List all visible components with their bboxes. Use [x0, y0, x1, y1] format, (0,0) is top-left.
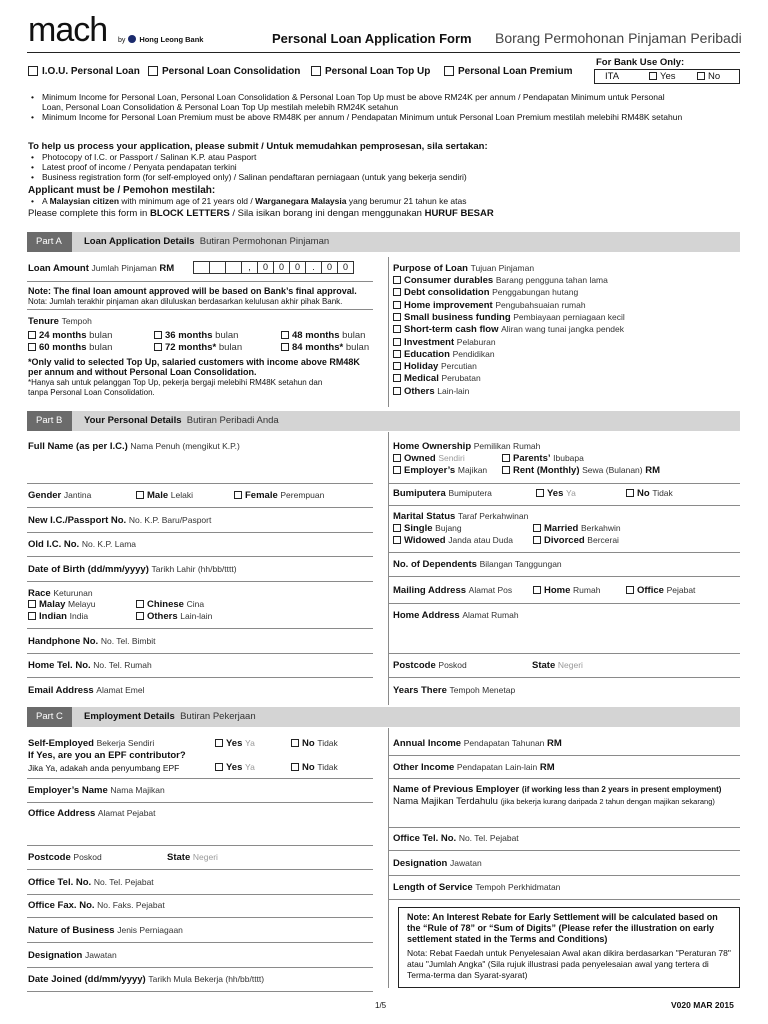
purpose-label-my: Pembiayaan perniagaan kecil — [513, 311, 625, 322]
mailing-label: Mailing Address Alamat Pos — [393, 585, 513, 596]
applicant-heading: Applicant must be / Pemohon mestilah: — [28, 185, 216, 196]
tenure-72[interactable]: 72 months* bulan — [154, 342, 242, 353]
nature-business-field[interactable]: Nature of Business Jenis Perniagaan — [28, 925, 183, 936]
marital-single[interactable]: Single Bujang — [393, 523, 462, 534]
checkbox-icon — [148, 66, 158, 76]
prev-office-tel-field[interactable]: Office Tel. No. No. Tel. Pejabat — [393, 833, 519, 844]
purpose-option[interactable] — [393, 275, 608, 286]
purpose-label-en: Investment — [404, 336, 455, 348]
email-field[interactable]: Email Address Alamat Emel — [28, 685, 145, 696]
bank-use-no[interactable]: No — [697, 70, 720, 83]
purpose-option[interactable] — [393, 324, 624, 335]
race-indian[interactable]: Indian India — [28, 611, 88, 622]
note-income-1: • Minimum Income for Personal Loan, Personal Loan Consolidation & Personal Loan Top Up must be above RM24K per annum / Pendapatan Minimum untuk Personal — [42, 92, 665, 102]
checkbox-icon — [393, 350, 401, 358]
marital-divorced[interactable]: Divorced Bercerai — [533, 535, 619, 546]
self-employed-label: Self-Employed Bekerja Sendiri — [28, 738, 155, 749]
bank-logo: by Hong Leong Bank — [118, 35, 204, 44]
race-others[interactable]: Others Lain-lain — [136, 611, 212, 622]
part-c-header: Part C Employment Details Butiran Pekerjaan — [27, 707, 740, 727]
purpose-label-my: Barang pengguna tahan lama — [495, 275, 608, 285]
bumiputera-label: Bumiputera Bumiputera — [393, 488, 492, 499]
office-postcode-field[interactable]: Postcode Poskod — [28, 852, 102, 863]
epf-no[interactable]: No Tidak — [291, 762, 338, 773]
purpose-label-my: Pendidikan — [452, 348, 495, 359]
office-tel-field[interactable]: Office Tel. No. No. Tel. Pejabat — [28, 877, 154, 888]
ownership-parents[interactable]: Parents’ Ibubapa — [502, 453, 584, 464]
checkbox-icon — [393, 325, 401, 333]
block-letters-note: Please complete this form in BLOCK LETTERS / Sila isikan borang ini dengan menggunakan HURUF BESAR — [28, 208, 494, 219]
purpose-label-en: Home improvement — [404, 299, 493, 311]
rebate-note-en: Note: An Interest Rebate for Early Settlement will be calculated based on the “Rule of 78” or “Sum of Digits” (Please refer the illustration on early settlement stated in the Terms and Conditions) — [407, 912, 718, 944]
tenure-label: Tenure Tempoh — [28, 316, 92, 327]
old-ic-field[interactable]: Old I.C. No. No. K.P. Lama — [28, 539, 137, 550]
self-employed-no[interactable]: No Tidak — [291, 738, 338, 749]
part-a-header: Part A Loan Application Details Butiran Permohonan Pinjaman — [27, 232, 740, 252]
part-b-header: Part B Your Personal Details Butiran Peribadi Anda — [27, 411, 740, 431]
loan-note: Note: The final loan amount approved will be based on Bank’s final approval. — [28, 286, 357, 296]
dob-field[interactable]: Date of Birth (dd/mm/yyyy) Tarikh Lahir (hh/bb/tttt) — [28, 564, 237, 575]
tenure-note-my: tanpa Personal Loan Consolidation. — [28, 388, 155, 397]
designation-field[interactable]: Designation Jawatan — [28, 950, 117, 961]
tenure-note: *Only valid to selected Top Up, salaried customers with income above RM48K — [28, 357, 360, 367]
rebate-note-box — [398, 907, 740, 988]
bank-use-label: For Bank Use Only: — [596, 57, 685, 68]
bumiputera-no[interactable]: No Tidak — [626, 488, 673, 499]
amount-digit-cell[interactable]: 0 — [337, 261, 354, 274]
mailing-office[interactable]: Office Pejabat — [626, 585, 695, 596]
checkbox-icon — [393, 288, 401, 296]
gender-female[interactable]: Female Perempuan — [234, 490, 324, 501]
amount-digit-cell[interactable]: . — [305, 261, 322, 274]
applicant-requirement: • A Malaysian citizen with minimum age of 21 years old / Warganegara Malaysia yang berumur 21 tahun ke atas — [42, 196, 467, 206]
checkbox-icon — [28, 66, 38, 76]
home-address-field[interactable]: Home Address Alamat Rumah — [393, 610, 519, 621]
brand-logo: mach — [28, 11, 108, 49]
purpose-label-my: Lain-lain — [437, 385, 470, 396]
amount-digit-cell[interactable]: 0 — [321, 261, 338, 274]
self-employed-yes[interactable]: Yes Ya — [215, 738, 255, 749]
help-item: • Photocopy of I.C. or Passport / Salinan K.P. atau Pasport — [42, 152, 256, 162]
loan-amount-input[interactable] — [194, 261, 354, 274]
race-label: Race Keturunan — [28, 588, 93, 599]
amount-digit-cell[interactable]: 0 — [257, 261, 274, 274]
amount-digit-cell[interactable]: , — [241, 261, 258, 274]
race-chinese[interactable]: Chinese Cina — [136, 599, 204, 610]
product-topup[interactable]: Personal Loan Top Up — [311, 66, 430, 77]
epf-question-my: Jika Ya, adakah anda penyumbang EPF — [28, 763, 180, 773]
marital-label: Marital Status Taraf Perkahwinan — [393, 511, 529, 522]
handphone-field[interactable]: Handphone No. No. Tel. Bimbit — [28, 636, 156, 647]
checkbox-icon — [393, 313, 401, 321]
help-item: • Latest proof of income / Penyata pendapatan terkini — [42, 162, 237, 172]
page-number: 1/5 — [375, 1001, 387, 1010]
purpose-label-en: Debt consolidation — [404, 287, 490, 299]
tenure-60[interactable]: 60 months bulan — [28, 342, 112, 353]
purpose-label-en: Education — [404, 348, 450, 360]
full-name-field[interactable]: Full Name (as per I.C.) Nama Penuh (mengikut K.P.) — [28, 441, 240, 452]
purpose-option[interactable] — [393, 337, 496, 348]
note-income-1b: Loan, Personal Loan Consolidation & Personal Loan Top Up mestilah melebih RM24K setahun — [42, 102, 399, 112]
loan-amount-label: Loan Amount Jumlah Pinjaman RM — [28, 263, 175, 274]
version-code: V020 MAR 2015 — [671, 1000, 734, 1010]
home-tel-field[interactable]: Home Tel. No. No. Tel. Rumah — [28, 660, 152, 671]
purpose-option[interactable] — [393, 386, 469, 397]
product-premium[interactable]: Personal Loan Premium — [444, 66, 572, 77]
gender-male[interactable]: Male Lelaki — [136, 490, 193, 501]
purpose-label-my: Perubatan — [441, 373, 481, 384]
checkbox-icon — [444, 66, 454, 76]
purpose-label: Purpose of Loan Tujuan Pinjaman — [393, 263, 535, 274]
rebate-note-my: Nota: Rebat Faedah untuk Penyelesaian Awal akan dikira berdasarkan "Peraturan 78" atau "Jumlah Angka" (Sila rujuk illustrasi pada penyelesaian awal yang tertera di Terma-terma dan Syarat-syarat) — [407, 948, 731, 980]
checkbox-icon — [393, 362, 401, 370]
ownership-employers[interactable]: Employer’s Majikan — [393, 465, 487, 476]
purpose-label-en: Holiday — [404, 361, 439, 373]
epf-yes[interactable]: Yes Ya — [215, 762, 255, 773]
ownership-rent[interactable]: Rent (Monthly) Sewa (Bulanan) RM — [502, 465, 660, 476]
years-there-field[interactable]: Years There Tempoh Menetap — [393, 685, 516, 696]
purpose-label-en: Others — [404, 385, 435, 397]
purpose-label-en: Consumer durables — [404, 275, 494, 286]
help-heading: To help us process your application, please submit / Untuk memudahkan pemprosesan, sila sertakan: — [28, 141, 488, 152]
tenure-48[interactable]: 48 months bulan — [281, 330, 365, 341]
marital-married[interactable]: Married Berkahwin — [533, 523, 621, 534]
purpose-label-my: Penggabungan hutang — [492, 287, 579, 298]
bank-use-yes[interactable]: Yes — [649, 70, 676, 83]
checkbox-icon — [393, 276, 401, 284]
help-item: • Business registration form (for self-employed only) / Salinan pendaftaran perniagaan (untuk yang bekerja sendiri) — [42, 172, 467, 182]
purpose-label-my: Percutian — [440, 361, 477, 372]
prev-designation-field[interactable]: Designation Jawatan — [393, 858, 482, 869]
date-joined-field[interactable]: Date Joined (dd/mm/yyyy) Tarikh Mula Bekerja (hh/bb/tttt) — [28, 974, 265, 985]
purpose-label-my: Pelaburan — [456, 336, 496, 347]
product-iou[interactable]: I.O.U. Personal Loan — [28, 66, 140, 77]
purpose-option[interactable] — [393, 312, 625, 323]
state-field[interactable]: State Negeri — [532, 660, 583, 671]
previous-employer-field[interactable]: Name of Previous Employer (if working less than 2 years in present employment) — [393, 784, 722, 795]
form-title: Personal Loan Application Form — [272, 31, 472, 46]
ownership-owned[interactable]: Owned Sendiri — [393, 453, 465, 464]
amount-digit-cell[interactable]: 0 — [289, 261, 306, 274]
amount-digit-cell[interactable] — [225, 261, 242, 274]
amount-digit-cell[interactable] — [209, 261, 226, 274]
purpose-label-en: Short-term cash flow — [404, 324, 499, 336]
employer-name-field[interactable]: Employer’s Name Nama Majikan — [28, 785, 165, 796]
dependents-field[interactable]: No. of Dependents Bilangan Tanggungan — [393, 559, 562, 570]
amount-digit-cell[interactable]: 0 — [273, 261, 290, 274]
other-income-field[interactable]: Other Income Pendapatan Lain-lain RM — [393, 762, 555, 773]
checkbox-icon — [311, 66, 321, 76]
annual-income-field[interactable]: Annual Income Pendapatan Tahunan RM — [393, 738, 562, 749]
purpose-option[interactable] — [393, 287, 578, 298]
checkbox-icon — [393, 338, 401, 346]
bank-icon — [128, 35, 136, 43]
bank-use-box: ITA Yes No — [594, 69, 740, 84]
new-ic-field[interactable]: New I.C./Passport No. No. K.P. Baru/Pasport — [28, 515, 212, 526]
checkbox-icon — [393, 387, 401, 395]
home-ownership-label: Home Ownership Pemilikan Rumah — [393, 441, 541, 452]
previous-employer-my: Nama Majikan Terdahulu (jika bekerja kurang daripada 2 tahun dengan majikan sekarang) — [393, 796, 715, 807]
note-income-2: • Minimum Income for Personal Loan Premium must be above RM48K per annum / Pendapatan Minimum untuk Personal Loan Premium mestilah melebihi RM48K setahun — [42, 112, 682, 122]
purpose-option[interactable] — [393, 300, 586, 311]
purpose-label-my: Pengubahsuaian rumah — [495, 299, 586, 310]
office-fax-field[interactable]: Office Fax. No. No. Faks. Pejabat — [28, 900, 165, 911]
gender-label: Gender Jantina — [28, 490, 92, 501]
checkbox-icon — [393, 301, 401, 309]
bumiputera-yes[interactable]: Yes Ya — [536, 488, 576, 499]
checkbox-icon — [393, 374, 401, 382]
postcode-field[interactable]: Postcode Poskod — [393, 660, 467, 671]
tenure-note-my: *Hanya sah untuk pelanggan Top Up, pekerja bergaji melebihi RM48K setahun dan — [28, 378, 323, 387]
purpose-option[interactable] — [393, 373, 481, 384]
product-consolidation[interactable]: Personal Loan Consolidation — [148, 66, 300, 77]
length-service-field[interactable]: Length of Service Tempoh Perkhidmatan — [393, 882, 561, 893]
marital-widowed[interactable]: Widowed Janda atau Duda — [393, 535, 513, 546]
tenure-24[interactable]: 24 months bulan — [28, 330, 112, 341]
tenure-36[interactable]: 36 months bulan — [154, 330, 238, 341]
epf-question: If Yes, are you an EPF contributor? — [28, 750, 186, 761]
mailing-home[interactable]: Home Rumah — [533, 585, 600, 596]
tenure-note: per annum and without Personal Loan Consolidation. — [28, 367, 257, 377]
purpose-label-en: Medical — [404, 373, 439, 385]
form-title-my: Borang Permohonan Pinjaman Peribadi — [495, 30, 742, 46]
tenure-84[interactable]: 84 months* bulan — [281, 342, 369, 353]
office-address-field[interactable]: Office Address Alamat Pejabat — [28, 808, 156, 819]
purpose-option[interactable] — [393, 361, 477, 372]
amount-digit-cell[interactable] — [193, 261, 210, 274]
purpose-label-en: Small business funding — [404, 311, 511, 323]
race-malay[interactable]: Malay Melayu — [28, 599, 95, 610]
office-state-field[interactable]: State Negeri — [167, 852, 218, 863]
purpose-option[interactable] — [393, 349, 495, 360]
purpose-label-my: Aliran wang tunai jangka pendek — [501, 324, 625, 335]
loan-note-my: Nota: Jumlah terakhir pinjaman akan diluluskan berdasarkan kelulusan akhir pihak Bank. — [28, 297, 343, 306]
